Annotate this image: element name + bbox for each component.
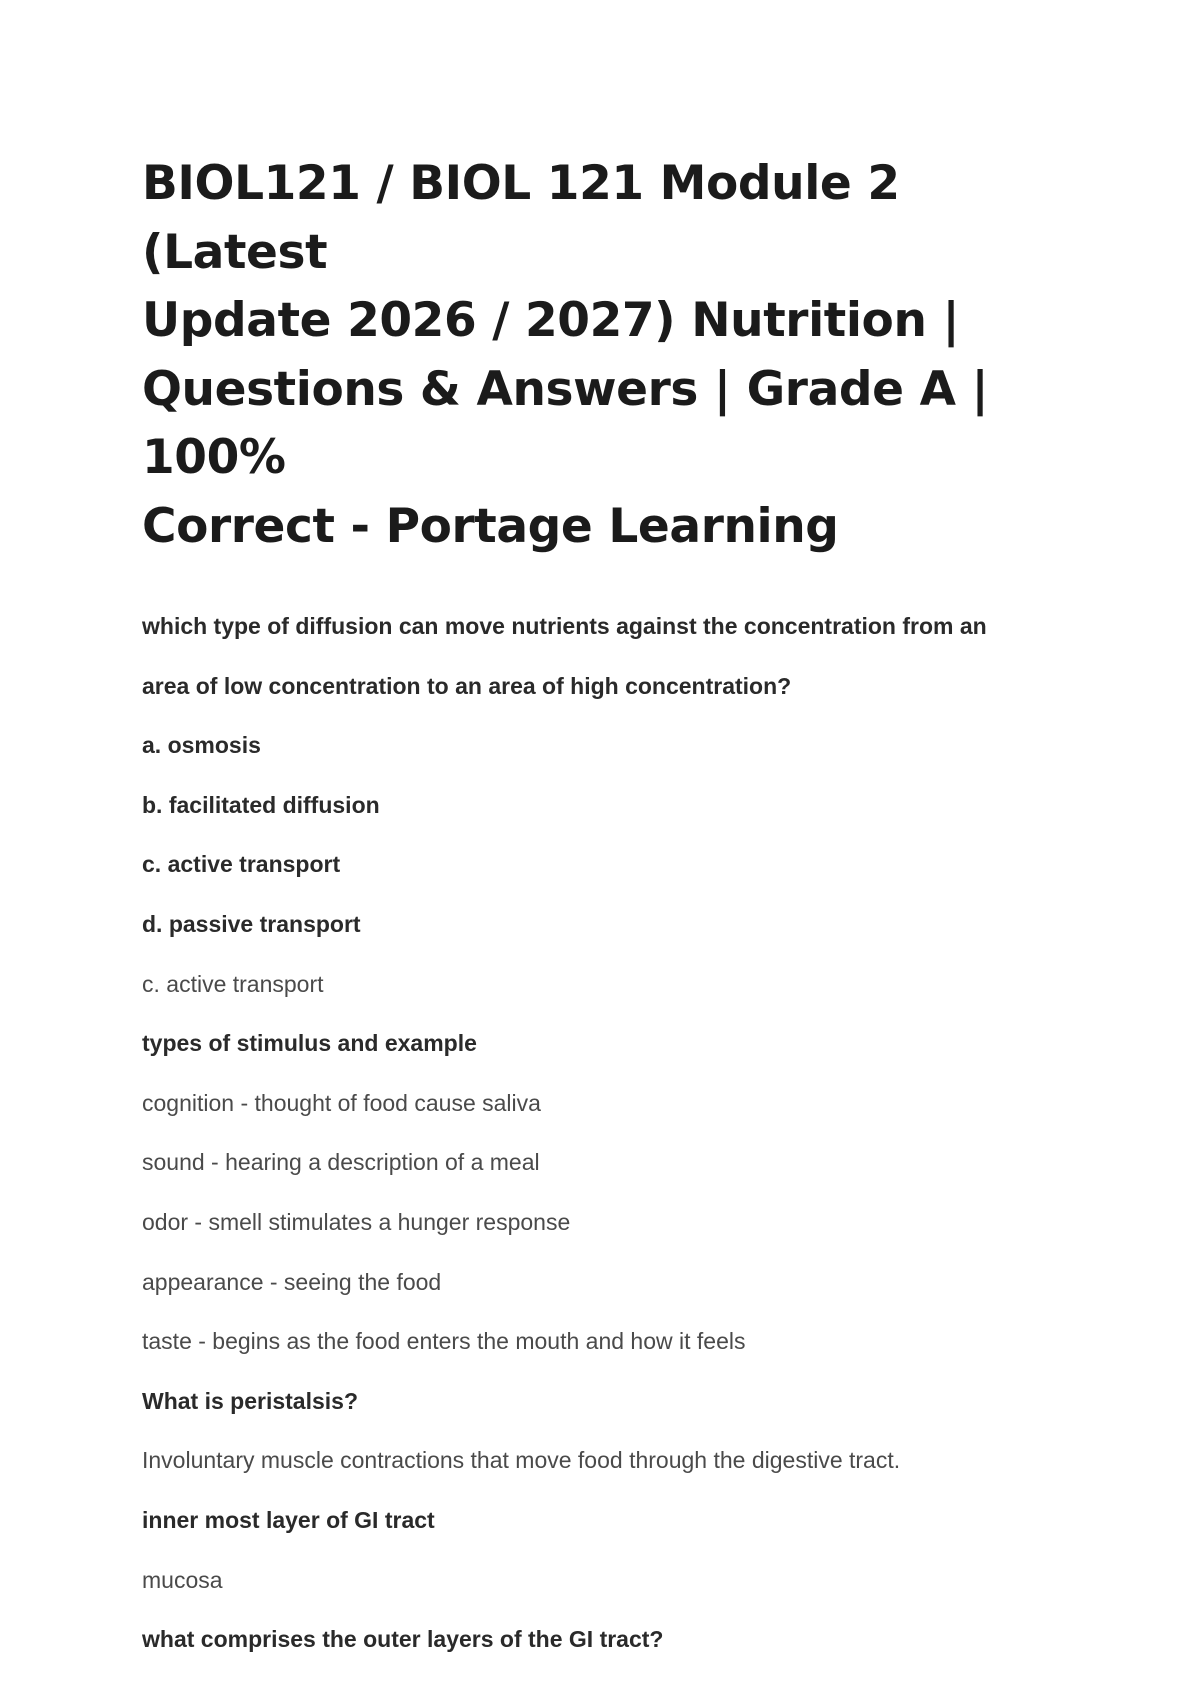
question-text: inner most layer of GI tract bbox=[142, 1506, 435, 1533]
answer-text: c. active transport bbox=[142, 970, 324, 997]
answer-option: a. osmosis bbox=[142, 732, 261, 759]
question-text: What is peristalsis? bbox=[142, 1387, 359, 1414]
document-title-line: Correct - Portage Learning bbox=[142, 498, 839, 554]
document-title-line: BIOL121 / BIOL 121 Module 2 (Latest bbox=[142, 156, 900, 280]
qa-content bbox=[142, 597, 1042, 1670]
answer-text: Involuntary muscle contractions that move food through the digestive tract. bbox=[142, 1447, 901, 1474]
answer-text: mucosa bbox=[142, 1566, 223, 1593]
document-title-line: Questions & Answers | Grade A | 100% bbox=[142, 361, 989, 485]
document-title-line: Update 2026 / 2027) Nutrition | bbox=[142, 293, 960, 348]
answer-option: d. passive transport bbox=[142, 910, 361, 937]
question-text: what comprises the outer layers of the GI tract? bbox=[142, 1626, 664, 1653]
document-title bbox=[142, 150, 1042, 561]
question-text: which type of diffusion can move nutrients against the concentration from an bbox=[142, 613, 987, 639]
answer-text: odor - smell stimulates a hunger response bbox=[142, 1208, 571, 1235]
answer-text: taste - begins as the food enters the mouth and how it feels bbox=[142, 1328, 746, 1355]
answer-text: sound - hearing a description of a meal bbox=[142, 1149, 540, 1176]
answer-option: c. active transport bbox=[142, 851, 341, 878]
answer-text: cognition - thought of food cause saliva bbox=[142, 1089, 541, 1116]
document-page bbox=[142, 150, 1042, 1670]
answer-option: b. facilitated diffusion bbox=[142, 791, 380, 818]
question-text: area of low concentration to an area of high concentration? bbox=[142, 672, 792, 699]
answer-text: appearance - seeing the food bbox=[142, 1268, 442, 1295]
question-text: types of stimulus and example bbox=[142, 1030, 477, 1057]
